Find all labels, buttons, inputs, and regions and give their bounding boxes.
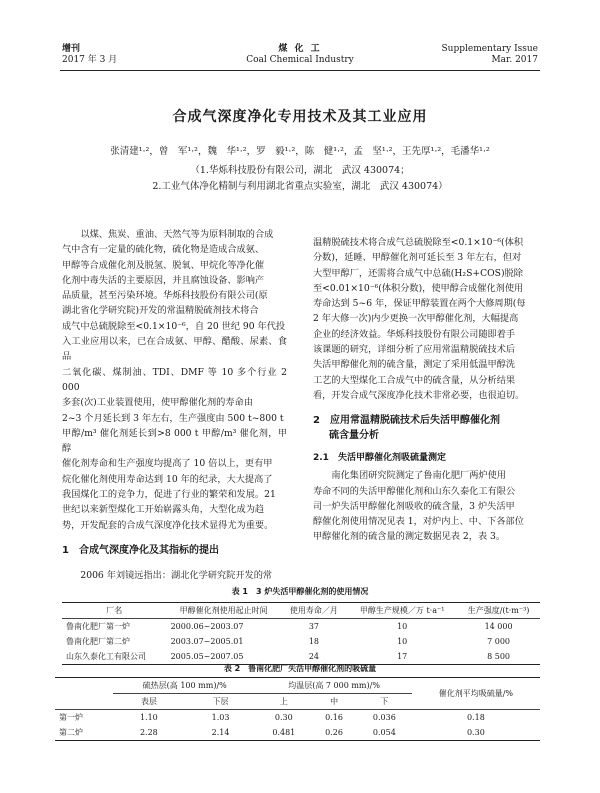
table2-sub-header: 中 [330,697,339,706]
table1 [62,602,540,665]
text-line: 看，开发合成气深度净化技术非常必要，也很迫切。 [313,389,525,401]
text-line: 甲醇/m³ 催化剂延长到>8 000 t 甲醇/m³ 催化剂，甲醇 [62,427,287,455]
table-cell: 第二炉 [59,728,83,737]
table-cell: 24 [308,652,320,661]
table1-header-row [62,603,540,619]
paper-authors: 张清建¹·²，曾 军¹·²，魏 华¹·²，罗 毅¹·²，陈 健¹·²，孟 坚¹·²，王先厚¹·²，毛潘华¹·² [110,146,490,157]
text-line: 失活甲醇催化剂的硫含量，测定了采用低温甲醇洗 [313,359,516,371]
table-cell: 2000.06~2003.07 [170,622,244,631]
table1-header: 甲醇催化剂使用起止时间 [179,606,268,615]
table1-header: 甲醇生产规模／万 t·a⁻¹ [359,606,445,615]
text-line: 分数)，延睡、甲醇催化剂可延长至 3 年左右，但对 [313,252,522,264]
header-rule [60,70,540,71]
table-cell: 0.481 [272,728,296,737]
text-line: 化剂中毒失活的主要原因，并且腐蚀设备、影响产 [62,274,265,286]
text-line: 至<0.01×10⁻⁶(体积分数)，使甲醇合成催化剂使用 [313,282,524,294]
affiliation-2: 2.工业气体净化精制与利用湖北省重点实验室，湖北 武汉 430074） [152,181,448,192]
table2-sub-header: 表层 [140,697,157,706]
table2-group-header: 均温层(高 7 000 mm)/% [256,678,411,694]
table-row [62,619,540,635]
table-cell: 0.30 [274,713,293,722]
table2 [55,677,540,741]
table2-sub-header: 下层 [212,697,229,706]
text-line: 入工业应用以来，已在合成氨、甲醇、醋酸、尿素、食品 [62,336,287,363]
section-heading-2 [313,413,538,443]
table-cell: 2.14 [211,728,230,737]
text-line: 该课题的研究，详细分析了应用常温精脱硫技术后 [313,344,516,356]
table-cell: 第一炉 [59,713,83,722]
text-line: 二氧化碳、煤制油、TDI、DMF 等 10 多个行业 2 000 [62,366,287,393]
text-line: 寿命达到 5~6 年，保证甲醇装置在两个大修周期(每 [313,298,526,310]
table-cell: 0.054 [372,728,396,737]
table1-header: 使用寿命／月 [289,606,338,615]
table-cell: 1.03 [211,713,230,722]
table-cell: 2003.07~2005.01 [170,637,244,646]
issue-date-en: Mar. 2017 [491,55,538,65]
issue-label-en: Supplementary Issue [441,44,538,54]
table-cell: 0.30 [466,728,485,737]
text-line: 2~3 个月延长到 3 年左右，生产强度由 500 t~800 t [62,412,284,424]
table-cell: 鲁南化肥厂第一炉 [66,622,130,631]
table1-header: 生产强度/(t·m⁻³) [467,606,530,615]
journal-issue-en [442,44,539,66]
text-line: 多套(次)工业装置使用，使甲醇催化剂的寿命由 [62,397,253,409]
table2-header: 催化剂平均吸硫量/% [438,689,514,698]
text-line: 大型甲醇厂，还需将合成气中总硫(H₂S+COS)脱除 [313,267,523,279]
section-heading-2-line1: 2 应用常温精脱硫技术后失活甲醇催化剂 [313,415,500,427]
text-line: 以煤、焦炭、重油、天然气等为原料制取的合成 [80,229,274,240]
text-line: 醇催化剂使用情况见表 1，对炉内上、中、下各部位 [313,516,524,528]
table-cell: 8 500 [487,652,511,661]
table2-sub-header: 上 [279,697,288,706]
text-line: 势，开发配套的合成气深度净化技术显得尤为重要。 [62,519,274,531]
text-line: 甲醇催化剂的硫含量的测定数据见表 2，表 3。 [313,531,506,543]
table-cell: 0.26 [325,728,343,737]
table2-group-header: 硫热层(高 100 mm)/% [113,678,256,694]
table2-group-header-row [55,678,540,694]
section-heading-2-line2: 硫含量分析 [329,430,379,442]
table-cell: 7 000 [487,637,511,646]
text-line: 我国煤化工的竞争力，促进了行业的繁荣和发展。21 [62,489,276,501]
table-cell: 10 [397,637,408,646]
text-line: 烷化催化剂使用寿命达到 10 年的纪录，大大提高了 [62,473,273,485]
table1-header: 厂名 [106,606,123,615]
text-line: 催化剂寿命和生产强度均提高了 10 倍以上，更有甲 [62,458,273,470]
journal-name-cn: 煤 化 工 [278,44,322,54]
measurement-paragraph [313,468,538,544]
text-line: 品质量，甚至污染环境。华烁科技股份有限公司(原 [62,290,268,302]
left-column [62,227,287,583]
text-line: 湖北省化学研究院)开发的常温精脱硫剂技术将合 [62,305,259,317]
table-cell: 37 [308,622,320,631]
table-cell: 山东久泰化工有限公司 [66,652,146,661]
journal-issue [62,44,117,66]
journal-name [200,44,400,66]
table-cell: 10 [397,622,408,631]
text-line: 成气中总硫脱除至<0.1×10⁻⁶，自 20 世纪 90 年代投 [62,320,286,332]
table2-sub-header: 下 [380,697,389,706]
table-cell: 2005.05~2007.05 [170,652,244,661]
table-row [55,725,540,741]
issue-label: 增刊 [62,44,81,54]
table-cell: 18 [308,637,320,646]
issue-date: 2017 年 3 月 [62,55,118,65]
table2-caption: 表 2 鲁南化肥厂失活甲醇催化剂的吸硫量 [223,664,377,673]
text-line: 2006 年刘镜远指出：湖北化学研究院开发的常 [80,569,273,581]
text-line: 温精脱硫技术将合成气总硫脱除至<0.1×10⁻⁶(体积 [313,237,524,248]
text-line: 2 年大修一次)内少更换一次甲醇催化剂，大幅提高 [313,313,519,325]
continued-paragraph [313,235,538,403]
intro-paragraph [62,227,287,533]
text-line: 世纪以来新型煤化工开始崭露头角，大型化成为趋 [62,504,265,516]
table-cell: 鲁南化肥厂第二炉 [66,637,130,646]
table-cell: 1.10 [139,713,158,722]
text-line: 气中含有一定量的硫化物，硫化物是造成合成氨、 [62,244,265,256]
text-line: 司一炉失活甲醇催化剂吸收的硫含量，3 炉失活甲 [313,500,515,512]
journal-name-en: Coal Chemical Industry [246,55,354,65]
table-row [55,710,540,726]
affiliation-1: （1.华烁科技股份有限公司，湖北 武汉 430074； [190,165,410,176]
table-cell: 2.28 [139,728,158,737]
subsection-heading: 2.1 失活甲醇催化剂吸硫量测定 [313,453,446,464]
table-cell: 17 [397,652,408,661]
section-heading-1: 1 合成气深度净化及其指标的提出 [62,544,219,556]
table-cell: 0.16 [325,713,343,722]
text-line: 企业的经济效益。华烁科技股份有限公司随即着手 [313,328,516,340]
text-line: 甲醇等合成催化剂及脱氢、脱氧、甲烷化等净化催 [62,259,265,271]
table2-corner [55,678,113,710]
table-cell: 0.18 [466,713,485,722]
text-line: 南化集团研究院测定了鲁南化肥厂两炉使用 [331,470,506,482]
right-column [313,235,538,545]
table-cell: 0.036 [372,713,396,722]
table1-caption: 表 1 3 炉失活甲醇催化剂的使用情况 [231,587,369,596]
text-line: 工艺的大型煤化工合成气中的硫含量，从分析结果 [313,374,516,386]
table-row [62,634,540,649]
table-cell: 14 000 [484,622,513,631]
paper-title: 合成气深度净化专用技术及其工业应用 [172,109,428,125]
text-line: 寿命不同的失活甲醇催化剂和山东久泰化工有限公 [313,485,516,497]
